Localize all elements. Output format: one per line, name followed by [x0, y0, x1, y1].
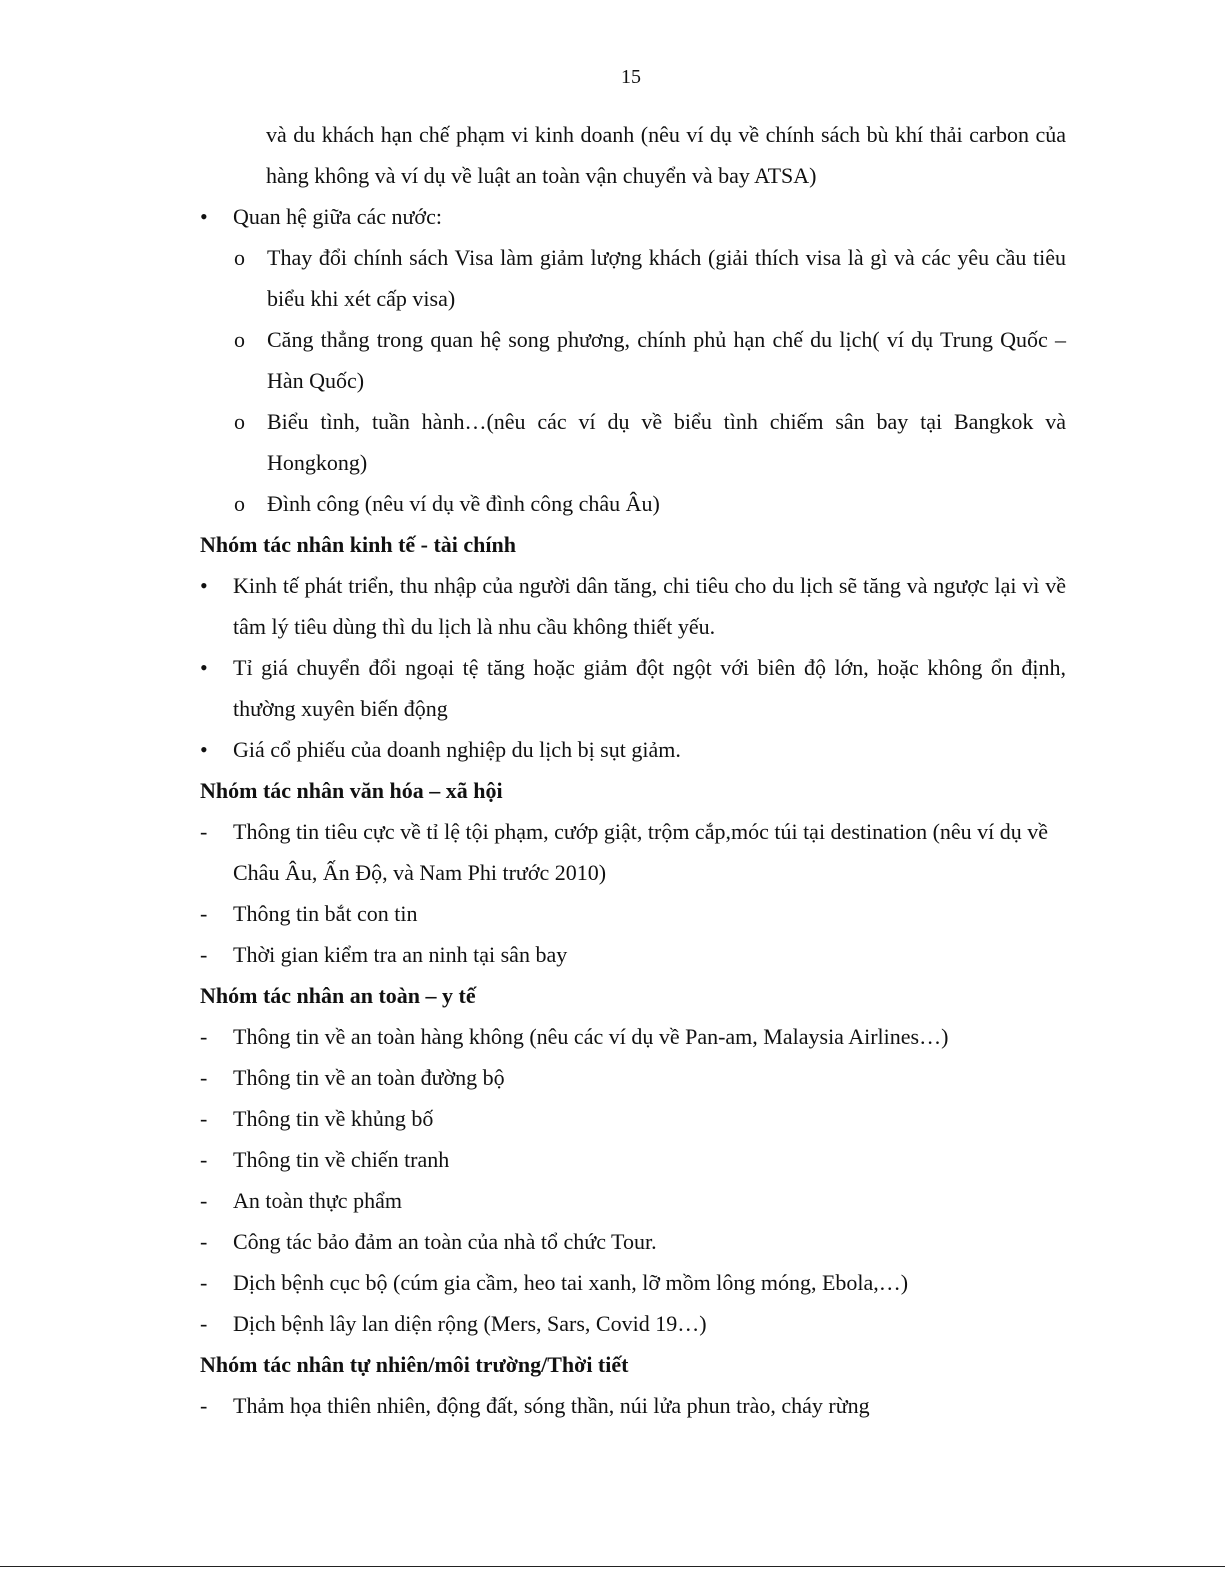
- list-item-text: Thảm họa thiên nhiên, động đất, sóng thần, núi lửa phun trào, cháy rừng: [233, 1393, 870, 1418]
- list-item-text: Tỉ giá chuyển đổi ngoại tệ tăng hoặc giảm đột ngột với biên độ lớn, hoặc không ổn định, thường xuyên biến động: [233, 655, 1066, 721]
- list-item: [200, 1303, 1066, 1344]
- dash-marker: -: [200, 1229, 208, 1254]
- list-item-text: Giá cổ phiếu của doanh nghiệp du lịch bị sụt giảm.: [233, 737, 681, 762]
- dash-marker: -: [200, 1311, 208, 1336]
- list-item: [200, 1262, 1066, 1303]
- list-item-text: Dịch bệnh lây lan diện rộng (Mers, Sars, Covid 19…): [233, 1311, 707, 1336]
- bullet-circle-marker: o: [234, 327, 245, 352]
- dash-marker: -: [200, 1106, 208, 1131]
- bullet-dot-marker: •: [200, 655, 208, 680]
- list-item: [200, 1221, 1066, 1262]
- bullet-dot-marker: •: [200, 573, 208, 598]
- section-heading-nhom-tac-nhan-kinh-te-tai-chinh: Nhóm tác nhân kinh tế - tài chính: [200, 532, 517, 557]
- list-item-text: và du khách hạn chế phạm vi kinh doanh (nêu ví dụ về chính sách bù khí thải carbon của hàng không và ví dụ về luật an toàn vận chuyển và bay ATSA): [266, 122, 1066, 188]
- list-item: [200, 1180, 1066, 1221]
- dash-marker: -: [200, 1188, 208, 1213]
- list-item-text: Công tác bảo đảm an toàn của nhà tổ chức Tour.: [233, 1229, 657, 1254]
- list-item: [200, 1016, 1066, 1057]
- bullet-dot-marker: •: [200, 737, 208, 762]
- list-item: [200, 729, 1066, 770]
- list-item-text: Căng thẳng trong quan hệ song phương, chính phủ hạn chế du lịch( ví dụ Trung Quốc – Hàn Quốc): [267, 327, 1066, 393]
- paragraph-continuation: [200, 114, 1066, 196]
- list-item-text: Biểu tình, tuần hành…(nêu các ví dụ về biểu tình chiếm sân bay tại Bangkok và Hongkong): [267, 409, 1066, 475]
- dash-marker: -: [200, 1393, 208, 1418]
- page-number: 15: [621, 66, 641, 88]
- list-item-text: Kinh tế phát triển, thu nhập của người dân tăng, chi tiêu cho du lịch sẽ tăng và ngược lại vì về tâm lý tiêu dùng thì du lịch là nhu cầu không thiết yếu.: [233, 573, 1066, 639]
- bullet-circle-marker: o: [234, 409, 245, 434]
- bullet-circle-marker: o: [234, 491, 245, 516]
- list-item: [200, 1098, 1066, 1139]
- dash-marker: -: [200, 1024, 208, 1049]
- list-item-text: An toàn thực phẩm: [233, 1188, 402, 1213]
- list-item: [200, 565, 1066, 647]
- list-item-text: Quan hệ giữa các nước:: [233, 204, 442, 229]
- section-heading-nhom-tac-nhan-an-toan-y-te: Nhóm tác nhân an toàn – y tế: [200, 983, 476, 1008]
- dash-marker: -: [200, 1065, 208, 1090]
- list-item-text: Thay đổi chính sách Visa làm giảm lượng khách (giải thích visa là gì và các yêu cầu tiêu biểu khi xét cấp visa): [267, 245, 1066, 311]
- indent-spacer: [233, 114, 266, 196]
- list-item-text: Đình công (nêu ví dụ về đình công châu Âu): [267, 491, 660, 516]
- list-item: [200, 1385, 1066, 1426]
- bullet-dot-marker: •: [200, 204, 208, 229]
- list-item-text: Thông tin bắt con tin: [233, 901, 418, 926]
- list-item: [200, 1139, 1066, 1180]
- list-item: [200, 934, 1066, 975]
- dash-marker: -: [200, 942, 208, 967]
- list-item-text: Thông tin về khủng bố: [233, 1106, 434, 1131]
- dash-marker: -: [200, 819, 208, 844]
- dash-marker: -: [200, 1270, 208, 1295]
- list-item-text: Thời gian kiểm tra an ninh tại sân bay: [233, 942, 568, 967]
- list-item: [200, 237, 1066, 319]
- list-item: [200, 811, 1066, 893]
- list-item: [200, 319, 1066, 401]
- list-item: [200, 647, 1066, 729]
- list-item-text: Thông tin về an toàn hàng không (nêu các ví dụ về Pan-am, Malaysia Airlines…): [233, 1024, 949, 1049]
- dash-marker: -: [200, 901, 208, 926]
- document-body: [200, 114, 1066, 1426]
- list-item: [200, 401, 1066, 483]
- list-item-text: Thông tin về an toàn đường bộ: [233, 1065, 505, 1090]
- list-item-text: Dịch bệnh cục bộ (cúm gia cầm, heo tai xanh, lỡ mồm lông móng, Ebola,…): [233, 1270, 909, 1295]
- bullet-circle-marker: o: [234, 245, 245, 270]
- list-item: [200, 1057, 1066, 1098]
- section-heading-nhom-tac-nhan-van-hoa-xa-hoi: Nhóm tác nhân văn hóa – xã hội: [200, 778, 503, 803]
- list-item: [200, 483, 1066, 524]
- list-item: [200, 196, 1066, 237]
- list-item-text: Thông tin về chiến tranh: [233, 1147, 450, 1172]
- section-heading-nhom-tac-nhan-tu-nhien-moi-truong-thoi-t: Nhóm tác nhân tự nhiên/môi trường/Thời tiết: [200, 1352, 629, 1377]
- dash-marker: -: [200, 1147, 208, 1172]
- list-item-text: Thông tin tiêu cực về tỉ lệ tội phạm, cướp giật, trộm cắp,móc túi tại destination (nêu ví dụ về Châu Âu, Ấn Độ, và Nam Phi trước 2010): [233, 819, 1049, 885]
- list-item: [200, 893, 1066, 934]
- page-bottom-rule: [0, 1566, 1225, 1567]
